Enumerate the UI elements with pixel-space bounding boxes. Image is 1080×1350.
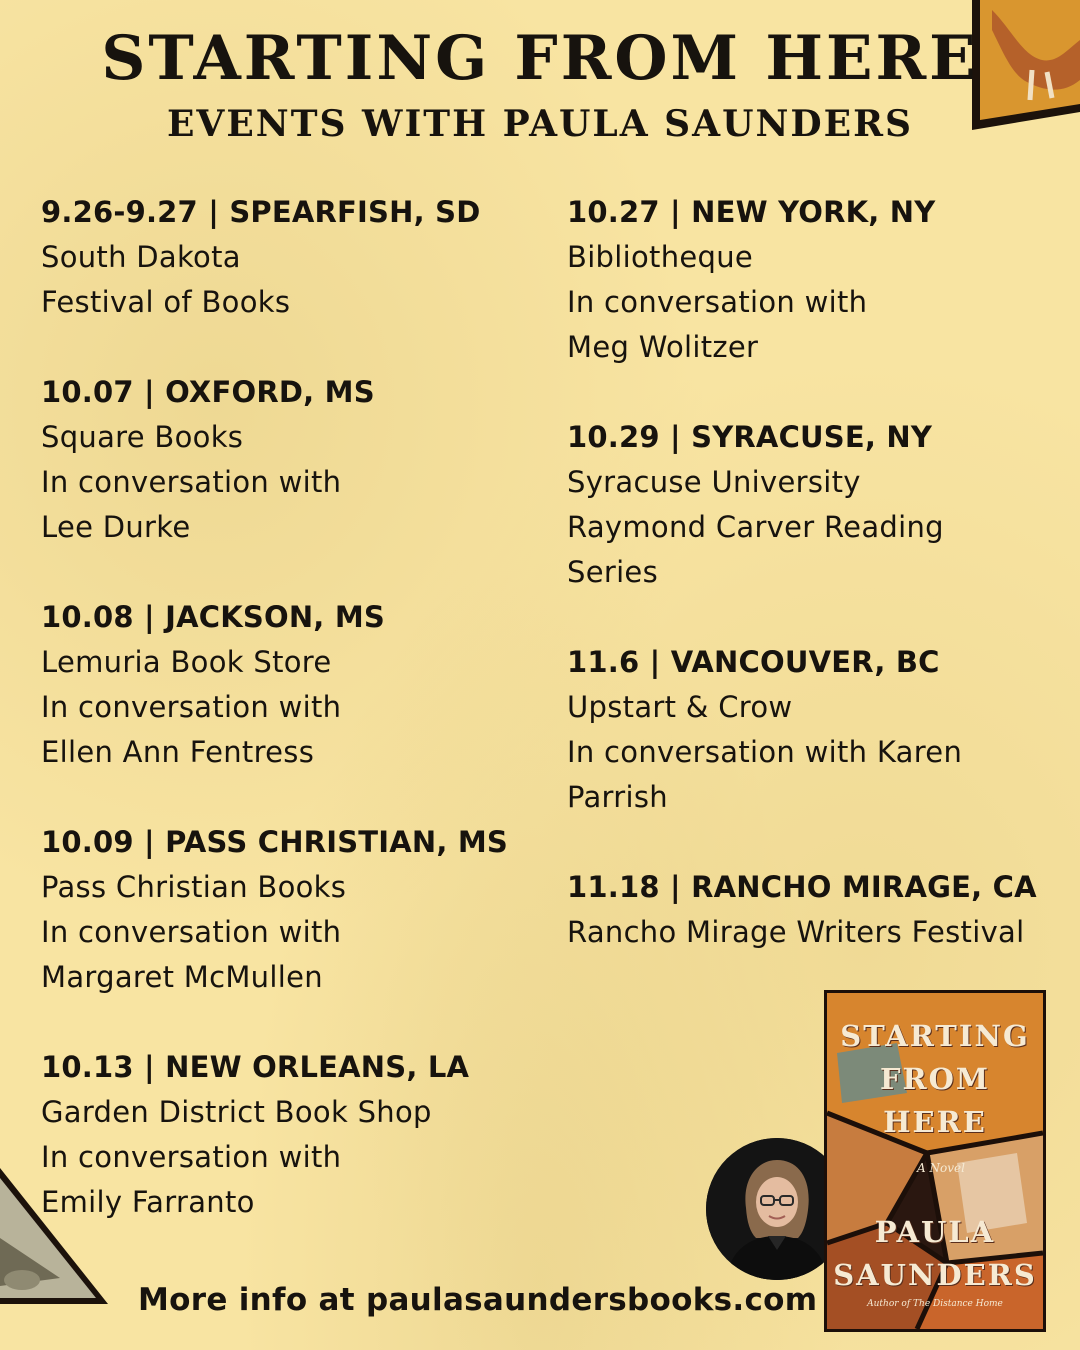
event-detail: In conversation with [41,690,342,724]
book-author-line: SAUNDERS [833,1258,1037,1292]
event-detail: Bibliotheque [567,240,754,274]
book-author-line: PAULA [874,1215,996,1249]
event-syracuse [567,415,1072,595]
event-detail: Garden District Book Shop [41,1095,432,1129]
event-heading: 10.09 | PASS CHRISTIAN, MS [41,825,509,859]
event-detail: Festival of Books [41,285,291,319]
event-heading: 11.6 | VANCOUVER, BC [567,645,940,679]
event-oxford [41,370,541,550]
event-detail: In conversation with [41,915,342,949]
event-detail: Syracuse University [567,465,861,499]
event-new-york [567,190,1072,370]
event-heading: 10.27 | NEW YORK, NY [567,195,936,229]
event-detail: Meg Wolitzer [567,330,759,364]
event-detail: Raymond Carver Reading [567,510,944,544]
event-new-orleans [41,1045,541,1225]
event-heading: 10.08 | JACKSON, MS [41,600,385,634]
event-detail: Lemuria Book Store [41,645,332,679]
event-detail: South Dakota [41,240,241,274]
event-detail: Rancho Mirage Writers Festival [567,915,1025,949]
event-detail: In conversation with [41,1140,342,1174]
book-tagline: Author of The Distance Home [867,1299,1003,1309]
event-pass-christian [41,820,541,1000]
event-detail: Parrish [567,780,668,814]
events-right-column [567,190,1072,1000]
event-vancouver [567,640,1072,820]
event-detail: In conversation with [41,465,342,499]
event-detail: Lee Durke [41,510,191,544]
event-heading: 10.07 | OXFORD, MS [41,375,375,409]
event-rancho-mirage [567,865,1072,955]
book-title-line: HERE [883,1105,987,1139]
event-jackson [41,595,541,775]
events-left-column [41,190,541,1270]
event-detail: Emily Farranto [41,1185,255,1219]
event-heading: 10.13 | NEW ORLEANS, LA [41,1050,470,1084]
book-novel-label: A Novel [917,1161,965,1175]
event-detail: In conversation with Karen [567,735,963,769]
event-detail: Ellen Ann Fentress [41,735,315,769]
footer-more-info: More info at paulasaundersbooks.com [138,1282,818,1318]
event-detail: Square Books [41,420,244,454]
event-detail: In conversation with [567,285,868,319]
event-detail: Pass Christian Books [41,870,347,904]
book-title [827,1015,1043,1144]
book-title-line: FROM [879,1062,991,1096]
page-title: STARTING FROM HERE [101,23,979,94]
book-title-line: STARTING [840,1019,1030,1053]
event-detail: Series [567,555,658,589]
event-heading: 10.29 | SYRACUSE, NY [567,420,933,454]
event-spearfish [41,190,541,325]
event-heading: 9.26-9.27 | SPEARFISH, SD [41,195,481,229]
book-author [827,1211,1043,1297]
event-detail: Upstart & Crow [567,690,793,724]
event-heading: 11.18 | RANCHO MIRAGE, CA [567,870,1037,904]
book-cover [824,990,1046,1332]
event-detail: Margaret McMullen [41,960,323,994]
page-subtitle: EVENTS WITH PAULA SAUNDERS [166,103,913,145]
